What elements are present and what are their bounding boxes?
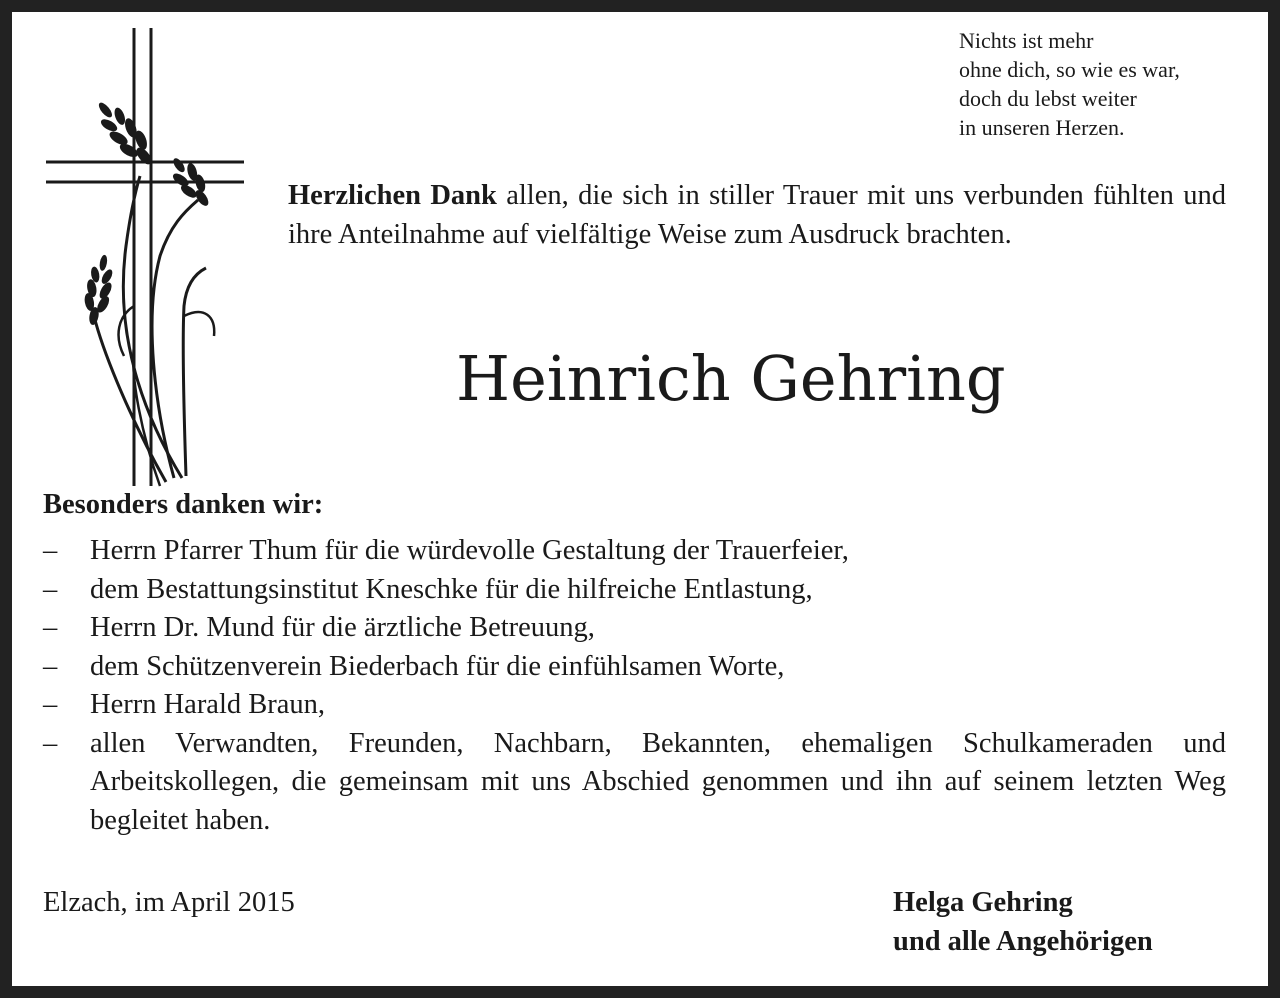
dash-bullet: – xyxy=(43,727,58,759)
list-item xyxy=(43,571,1226,610)
list-item xyxy=(43,609,1226,648)
thanks-intro xyxy=(288,177,1226,254)
cross-with-wheat-icon xyxy=(34,16,254,492)
memorial-verse xyxy=(959,26,1249,142)
thanks-intro-text: allen, die sich in stiller Trauer mit uns verbunden fühlten und ihre Anteilnahme auf vielfältige Weise zum Ausdruck brachten. xyxy=(288,180,1226,250)
verse-line: ohne dich, so wie es war, xyxy=(959,57,1180,82)
signature-block xyxy=(893,884,1153,961)
list-item-text: Herrn Pfarrer Thum für die würdevolle Gestaltung der Trauerfeier, xyxy=(90,535,849,566)
place-and-date: Elzach, im April 2015 xyxy=(43,887,295,918)
dash-bullet: – xyxy=(43,573,58,605)
list-item-text: Herrn Dr. Mund für die ärztliche Betreuung, xyxy=(90,612,595,643)
deceased-name: Heinrich Gehring xyxy=(456,342,1006,415)
list-item-text: dem Schützenverein Biederbach für die einfühlsamen Worte, xyxy=(90,650,785,682)
thanks-list xyxy=(43,532,1226,840)
list-item xyxy=(43,725,1226,841)
verse-line: doch du lebst weiter xyxy=(959,86,1137,111)
verse-line: in unseren Herzen. xyxy=(959,115,1125,140)
thanks-heading: Besonders danken wir: xyxy=(43,489,324,520)
dash-bullet: – xyxy=(43,535,58,566)
list-item xyxy=(43,532,1226,571)
dash-bullet: – xyxy=(43,650,58,682)
dash-bullet: – xyxy=(43,689,58,720)
thanks-intro-lead: Herzlichen Dank xyxy=(288,180,497,211)
dash-bullet: – xyxy=(43,612,58,643)
list-item-text: dem Bestattungsinstitut Kneschke für die hilfreiche Entlastung, xyxy=(90,573,813,605)
list-item xyxy=(43,648,1226,687)
list-item-text: allen Verwandten, Freunden, Nachbarn, Bekannten, ehemaligen Schulkameraden und Arbeitskollegen, die gemeinsam mit uns Abschied genommen und ihn auf seinem letzten Weg begleitet haben. xyxy=(90,727,1226,836)
list-item-text: Herrn Harald Braun, xyxy=(90,689,326,720)
verse-line: Nichts ist mehr xyxy=(959,28,1094,53)
signature-line: und alle Angehörigen xyxy=(893,925,1153,957)
list-item xyxy=(43,686,1226,725)
signature-line: Helga Gehring xyxy=(893,887,1073,918)
